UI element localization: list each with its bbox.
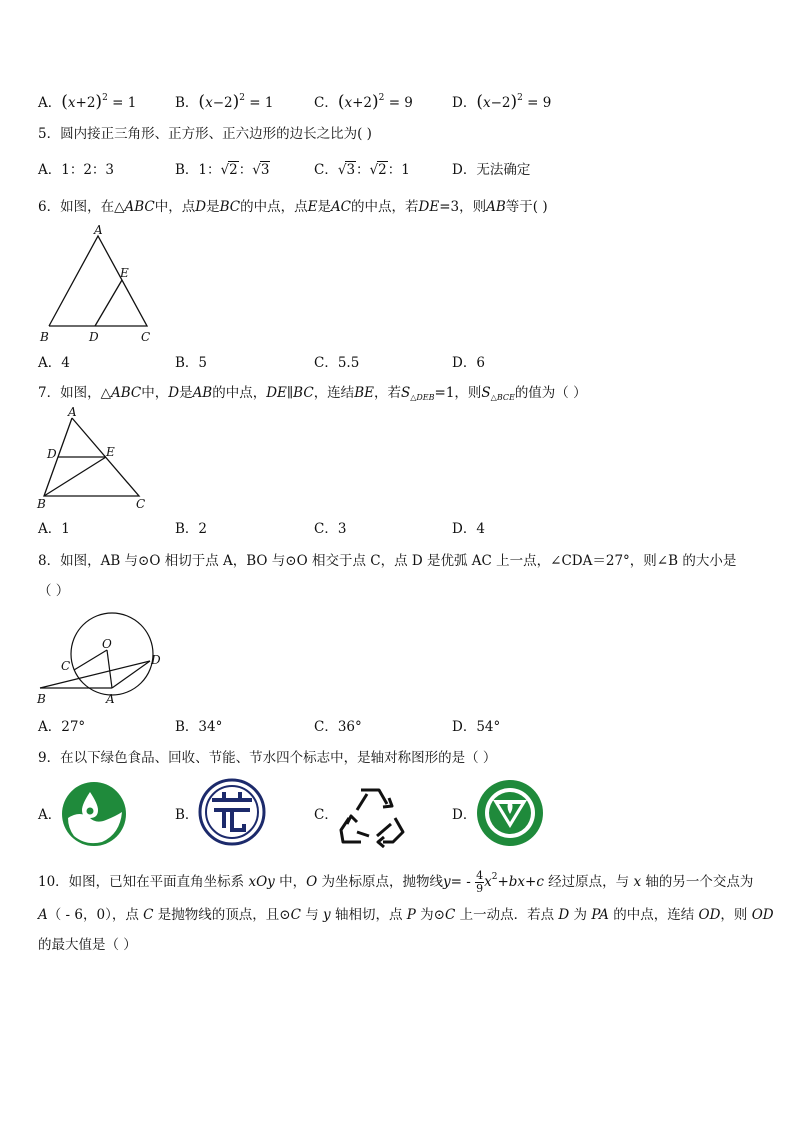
q6-option-c: C．5.5 xyxy=(314,355,360,371)
q5-option-a: A．1：2：3 xyxy=(38,162,115,178)
q10-stem-line2: A（ - 6，0），点 C 是抛物线的顶点，且⊙C 与 y 轴相切，点 P 为⊙C 上一动点．若点 D 为 PA 的中点，连结 OD，则 OD xyxy=(38,907,774,923)
q8-segment-oc xyxy=(74,650,107,670)
q7-label-b: B xyxy=(37,497,46,511)
q6-option-a: A．4 xyxy=(38,355,70,371)
q4-option-b: B．$(x-2)^2 = 1$ xyxy=(175,92,274,112)
q5-option-d: D．无法确定 xyxy=(452,162,531,178)
q9-option-b-label: B． xyxy=(175,807,199,823)
q8-label-b: B xyxy=(37,692,46,706)
q8-option-d: D．54° xyxy=(452,719,501,735)
q8-circle-o xyxy=(71,613,153,695)
q8-stem-line2: （ ） xyxy=(38,583,70,599)
q8-label-c: C xyxy=(61,659,71,673)
q7-label-a: A xyxy=(68,405,77,419)
q10-fraction: $\frac{4}{9}$ xyxy=(476,869,484,895)
q5-stem: 5．圆内接正三角形、正方形、正六边形的边长之比为( ) xyxy=(38,126,372,142)
q8-label-d: D xyxy=(151,653,161,667)
q6-label-e: E xyxy=(120,266,129,280)
q6-option-d: D．6 xyxy=(452,355,485,371)
q6-option-b: B．5 xyxy=(175,355,208,371)
q6-segment-de xyxy=(95,280,122,326)
q7-option-d: D．4 xyxy=(452,521,485,537)
q7-label-d: D xyxy=(47,447,57,461)
q6-triangle-abc xyxy=(49,236,147,326)
q9-recycle-logo-icon xyxy=(337,780,407,848)
q9-green-food-logo-icon xyxy=(60,780,130,848)
q9-stem: 9．在以下绿色食品、回收、节能、节水四个标志中，是轴对称图形的是（ ） xyxy=(38,750,497,766)
q8-segment-oa xyxy=(107,650,112,688)
q6-label-c: C xyxy=(141,330,151,344)
q7-option-c: C．3 xyxy=(314,521,347,537)
q7-segment-be xyxy=(44,457,106,496)
q9-energy-saving-logo-icon xyxy=(198,778,268,848)
q7-option-b: B．2 xyxy=(175,521,208,537)
q8-option-b: B．34° xyxy=(175,719,223,735)
q7-triangle-figure xyxy=(36,404,156,514)
q7-option-a: A．1 xyxy=(38,521,70,537)
q6-label-a: A xyxy=(94,223,103,237)
q8-label-a: A xyxy=(106,692,115,706)
q8-segment-bd xyxy=(40,661,150,688)
q6-triangle-figure xyxy=(36,222,166,346)
q9-option-d-label: D． xyxy=(452,807,477,823)
q5-option-b: B．1：√2：√3 xyxy=(175,162,270,178)
q7-stem: 7．如图，△ABC中，D是AB的中点，DE∥BC，连结BE，若$S_{\triangle DEB}=1$，则$S_{\triangle BCE}$的值为（ ） xyxy=(38,385,587,402)
q6-label-b: B xyxy=(40,330,49,344)
q8-stem-line1: 8．如图，AB 与⊙O 相切于点 A，BO 与⊙O 相交于点 C，点 D 是优弧 AC 上一点，∠CDA＝27°，则∠B 的大小是 xyxy=(38,553,737,569)
q9-option-c-label: C． xyxy=(314,807,338,823)
q8-circle-figure xyxy=(34,608,169,710)
q4-option-c: C．$(x+2)^2 = 9$ xyxy=(314,92,413,112)
q6-label-d: D xyxy=(89,330,99,344)
q10-stem-line1: 10．如图，已知在平面直角坐标系 xOy 中，O 为坐标原点，抛物线y= - $\frac{4}{9}$ $x^2+bx+c$ 经过原点，与 x 轴的另一个交点为 xyxy=(38,869,754,895)
q7-label-e: E xyxy=(106,445,115,459)
q9-option-a-label: A． xyxy=(38,807,62,823)
q8-label-o: O xyxy=(102,637,112,651)
q7-label-c: C xyxy=(136,497,146,511)
q6-stem: 6．如图，在△ABC中，点D是BC的中点，点E是AC的中点，若DE=3，则AB等于( ) xyxy=(38,199,548,215)
q5-option-c: C．√3：√2：1 xyxy=(314,162,410,178)
q9-water-saving-logo-icon xyxy=(475,778,547,848)
q10-stem-line3: 的最大值是（ ） xyxy=(38,937,137,953)
q4-option-d: D．$(x-2)^2 = 9$ xyxy=(452,92,552,112)
q8-option-a: A．27° xyxy=(38,719,86,735)
q4-option-a: A．$(x+2)^2 = 1$ xyxy=(38,92,137,112)
q8-option-c: C．36° xyxy=(314,719,362,735)
